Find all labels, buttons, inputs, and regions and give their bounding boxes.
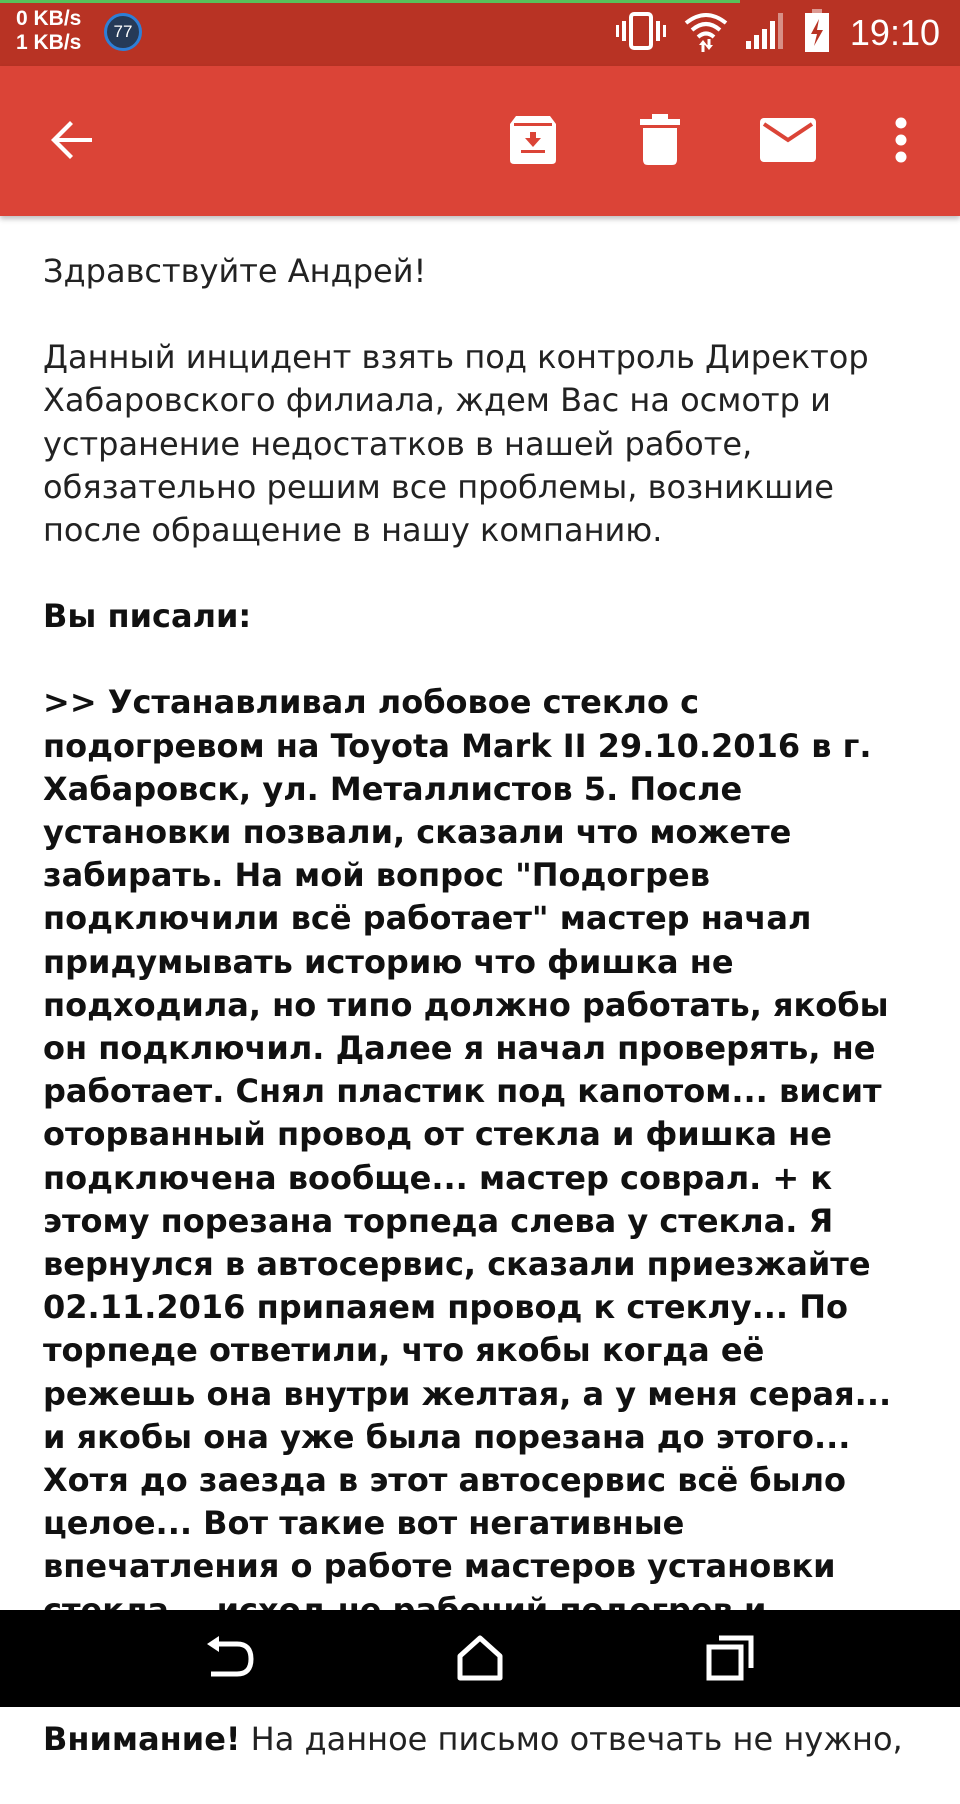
mark-unread-button[interactable]: [752, 106, 824, 178]
recents-icon: [706, 1635, 754, 1685]
navigation-bar: [0, 1610, 960, 1707]
notice-label: Внимание!: [43, 1720, 241, 1759]
status-icons: [616, 8, 940, 58]
nav-back-button[interactable]: [200, 1630, 260, 1690]
home-icon: [456, 1635, 504, 1685]
quoted-message: >> Устанавливал лобовое стекло с подогревом на Toyota Mark II 29.10.2016 в г. Хабаровск, ул. Металлистов 5. После установки позвали, сказали что можете забирать. На мой вопрос "Подогрев подключили всё работает" мастер начал придумывать историю что фишка не подходила, но типо должно работать, якобы он подключил. Далее я начал проверять, не работает. Снял пластик под капотом... висит оторванный провод от стекла и фишка не подключена вообще... мастер соврал. + к этому порезана торпеда слева у стекла. Я вернулся в автосервис, сказали приезжайте 02.11.2016 припаяем провод к стеклу... По торпеде ответили, что якобы когда её режешь она внутри желтая, а у меня серая... и якобы она уже была порезана до этого... Хотя до заезда в этот автосервис всё было целое... Вот такие вот негативные впечатления о работе мастеров установки: [43, 683, 892, 1586]
email-paragraph: Данный инцидент взять под контроль Директор Хабаровского филиала, ждем Вас на осмотр и устранение недостатков в нашей работе, обязательно решим все проблемы, возникшие после обращение в нашу компанию.: [43, 338, 869, 550]
email-greeting: Здравствуйте Андрей!: [43, 252, 427, 290]
back-nav-icon: [205, 1636, 255, 1684]
back-arrow-icon: [48, 116, 96, 168]
mark-unread-icon: [760, 118, 816, 166]
signal-icon: [746, 11, 786, 55]
status-bar: [0, 0, 960, 66]
nav-home-button[interactable]: [450, 1630, 510, 1690]
network-up-speed: 0 KB/s: [16, 7, 82, 30]
vibrate-icon: [616, 10, 666, 56]
more-options-button[interactable]: [865, 106, 937, 178]
network-down-speed: 1 KB/s: [16, 31, 82, 54]
notice-text: На данное письмо отвечать не нужно,: [240, 1720, 903, 1759]
notice-paragraph: [43, 1718, 923, 1761]
trash-icon: [638, 114, 682, 170]
battery-charging-icon: [804, 9, 830, 57]
email-body: [43, 250, 923, 1804]
delete-button[interactable]: [624, 106, 696, 178]
toolbar: [0, 66, 960, 216]
quote-heading: Вы писали:: [43, 597, 252, 636]
back-button[interactable]: [36, 106, 108, 178]
notification-badge: 77: [104, 13, 142, 51]
more-vert-icon: [893, 117, 909, 167]
network-speed: [16, 7, 81, 55]
wifi-icon: [684, 9, 728, 57]
clock: 19:10: [849, 12, 940, 53]
archive-icon: [507, 114, 559, 170]
nav-recents-button[interactable]: [700, 1630, 760, 1690]
archive-button[interactable]: [497, 106, 569, 178]
progress-line: [0, 0, 740, 3]
